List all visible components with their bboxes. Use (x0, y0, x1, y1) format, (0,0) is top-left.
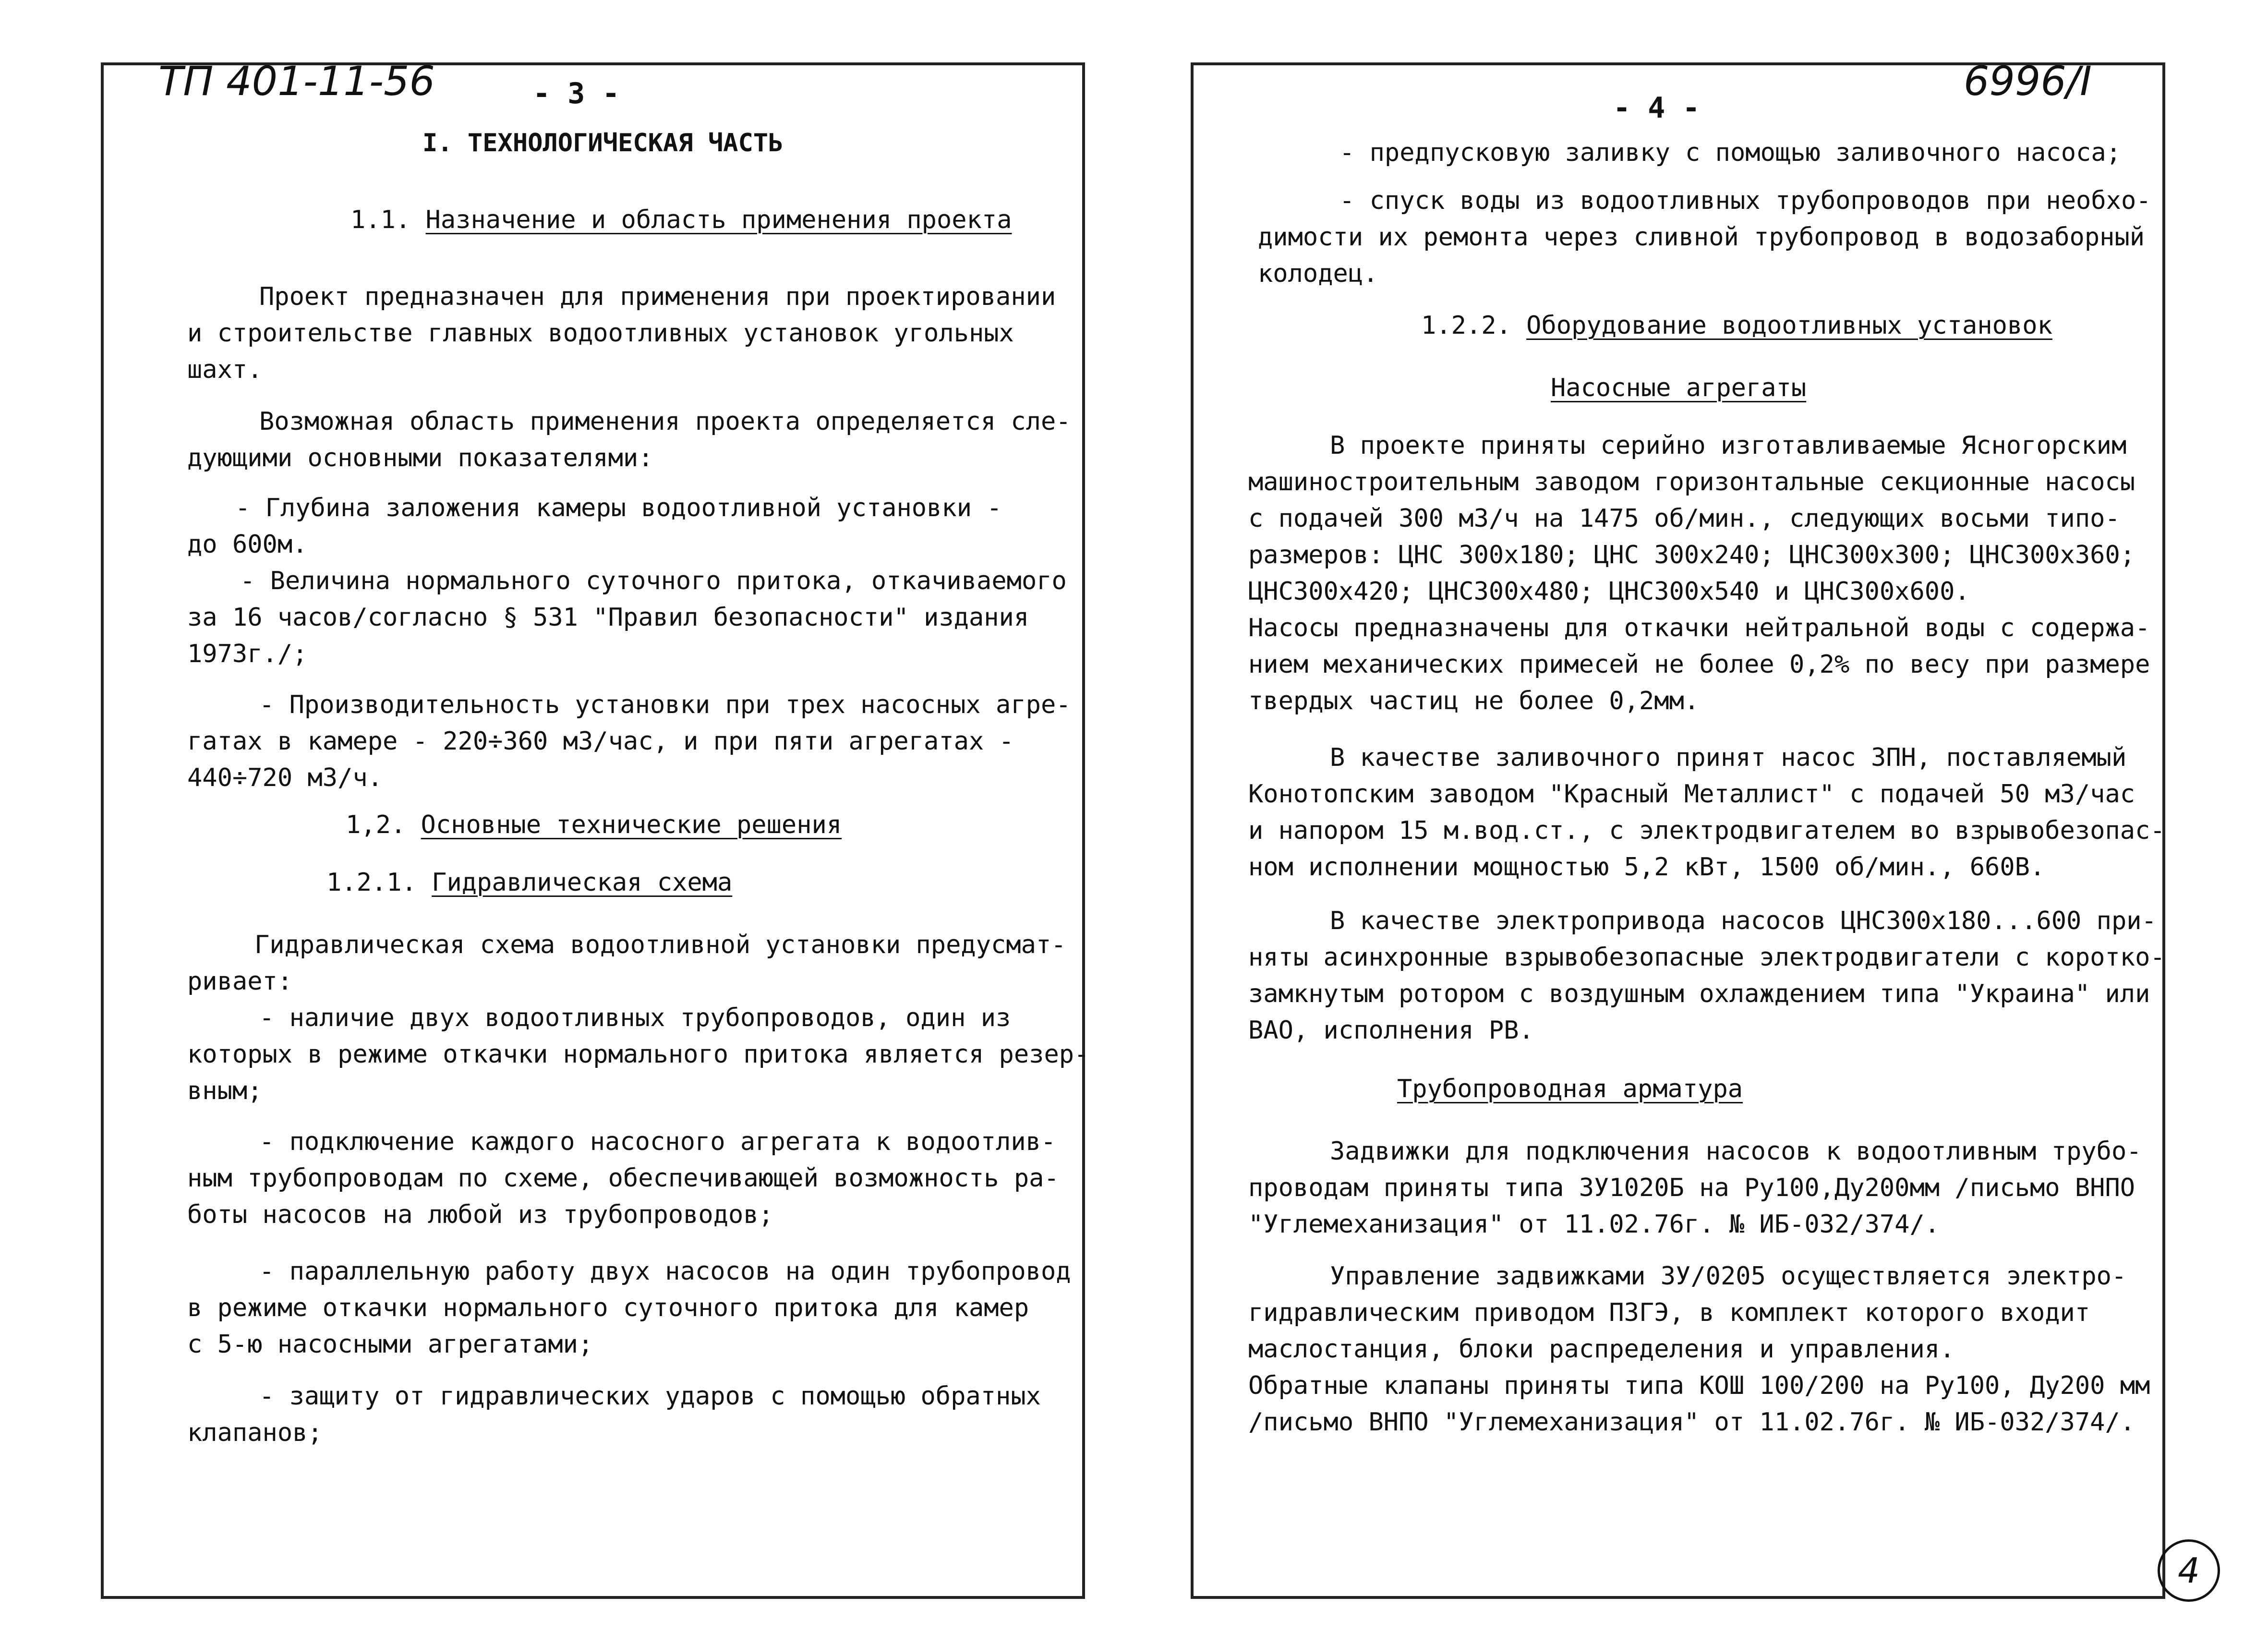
paragraph: ЦНС300х420; ЦНС300х480; ЦНС300х540 и ЦНС300х600. (1248, 577, 1970, 606)
paragraph: замкнутым ротором с воздушным охлаждением типа "Украина" или (1248, 980, 2150, 1008)
paragraph: /письмо ВНПО "Углемеханизация" от 11.02.76г. № ИБ-032/374/. (1248, 1408, 2135, 1437)
paragraph: дующими основными показателями: (187, 444, 653, 472)
paragraph: - Производительность установки при трех насосных агре- (259, 690, 1071, 719)
paragraph: Возможная область применения проекта определяется сле- (259, 407, 1071, 436)
paragraph: "Углемеханизация" от 11.02.76г. № ИБ-032/374/. (1248, 1210, 1940, 1239)
paragraph: шахт. (187, 355, 263, 384)
heading-1-1: 1.1. Назначение и область применения проекта (350, 206, 1012, 234)
paragraph: 1973г./; (187, 640, 308, 668)
paragraph: ном исполнении мощностью 5,2 кВт, 1500 об/мин., 660В. (1248, 853, 2045, 882)
paragraph: Гидравлическая схема водоотливной установки предусмат- (254, 931, 1066, 959)
paragraph: - параллельную работу двух насосов на один трубопровод (259, 1257, 1071, 1286)
paragraph: и строительстве главных водоотливных установок угольных (187, 319, 1014, 348)
paragraph: до 600м. (187, 530, 308, 559)
paragraph: маслостанция, блоки распределения и управления. (1248, 1335, 1955, 1364)
paragraph: боты насосов на любой из трубопроводов; (187, 1200, 773, 1229)
paragraph: 440÷720 м3/ч. (187, 763, 383, 792)
paragraph: нием механических примесей не более 0,2% по весу при размере (1248, 650, 2150, 679)
paragraph: которых в режиме откачки нормального притока является резер- (187, 1040, 1089, 1069)
paragraph: размеров: ЦНС 300х180; ЦНС 300х240; ЦНС300х300; ЦНС300х360; (1248, 541, 2135, 569)
paragraph: - Величина нормального суточного притока, откачиваемого (240, 567, 1067, 595)
paragraph: Конотопским заводом "Красный Металлист" с подачей 50 м3/час (1248, 780, 2135, 809)
paragraph: колодец. (1258, 259, 1378, 288)
paragraph: В проекте приняты серийно изготавливаемые Ясногорским (1330, 431, 2127, 460)
paragraph: димости их ремонта через сливной трубопровод в водозаборный (1258, 223, 2145, 252)
heading-1-2-1: 1.2.1. Гидравлическая схема (326, 868, 733, 897)
paragraph: - защиту от гидравлических ударов с помощью обратных (259, 1382, 1041, 1411)
paragraph: за 16 часов/согласно § 531 "Правил безопасности" издания (187, 603, 1029, 632)
paragraph: Обратные клапаны приняты типа КОШ 100/200 на Ру100, Ду200 мм (1248, 1371, 2150, 1400)
paragraph: В качестве заливочного принят насос 3ПН, поставляемый (1330, 743, 2127, 772)
paragraph: В качестве электропривода насосов ЦНС300х180...600 при- (1330, 907, 2157, 935)
subheading-valves: Трубопроводная арматура (1397, 1075, 1743, 1103)
paragraph: Насосы предназначены для откачки нейтральной воды с содержа- (1248, 614, 2150, 642)
paragraph: в режиме откачки нормального суточного притока для камер (187, 1294, 1029, 1322)
paragraph: няты асинхронные взрывобезопасные электродвигатели с коротко- (1248, 943, 2165, 972)
paragraph: - подключение каждого насосного агрегата к водоотлив- (259, 1127, 1056, 1156)
paragraph: Управление задвижками ЗУ/0205 осуществляется электро- (1330, 1262, 2127, 1291)
page-number-left: - 3 - (533, 77, 620, 110)
paragraph: машиностроительным заводом горизонтальные секционные насосы (1248, 468, 2135, 496)
paragraph: ривает: (187, 967, 293, 996)
subheading-pumps: Насосные агрегаты (1551, 374, 1807, 402)
sheet-number-circle: 4 (2158, 1539, 2220, 1602)
paragraph: и напором 15 м.вод.ст., с электродвигателем во взрывобезопас- (1248, 816, 2165, 845)
heading-1-2: 1,2. Основные технические решения (346, 810, 842, 839)
paragraph: Задвижки для подключения насосов к водоотливным трубо- (1330, 1137, 2142, 1166)
paragraph: гатах в камере - 220÷360 м3/час, и при пяти агрегатах - (187, 727, 1014, 756)
paragraph: клапанов; (187, 1418, 323, 1447)
paragraph: твердых частиц не более 0,2мм. (1248, 687, 1700, 715)
heading-1-2-2: 1.2.2. Оборудование водоотливных установок (1421, 311, 2052, 340)
paragraph: - Глубина заложения камеры водоотливной установки - (235, 494, 1002, 522)
paragraph: проводам приняты типа ЗУ1020Б на Ру100,Ду200мм /письмо ВНПО (1248, 1173, 2135, 1202)
paragraph: Проект предназначен для применения при проектировании (259, 282, 1056, 311)
paragraph: - спуск воды из водоотливных трубопроводов при необхо- (1339, 186, 2151, 215)
document-stamp-right: 6996/I (1964, 58, 2092, 105)
paragraph: вным; (187, 1077, 263, 1105)
paragraph: - наличие двух водоотливных трубопроводов, один из (259, 1004, 1011, 1032)
document-stamp-left: ТП 401-11-56 (158, 58, 435, 105)
paragraph: с 5-ю насосными агрегатами; (187, 1330, 593, 1359)
paragraph: с подачей 300 м3/ч на 1475 об/мин., следующих восьми типо- (1248, 504, 2120, 533)
section-title: I. ТЕХНОЛОГИЧЕСКАЯ ЧАСТЬ (422, 129, 784, 157)
paragraph: гидравлическим приводом ПЗГЭ, в комплект которого входит (1248, 1298, 2090, 1327)
paragraph: ВАО, исполнения РВ. (1248, 1016, 1534, 1045)
paragraph: ным трубопроводам по схеме, обеспечивающей возможность ра- (187, 1164, 1059, 1193)
paragraph: - предпусковую заливку с помощью заливочного насоса; (1339, 138, 2121, 167)
page-number-right: - 4 - (1613, 91, 1700, 125)
